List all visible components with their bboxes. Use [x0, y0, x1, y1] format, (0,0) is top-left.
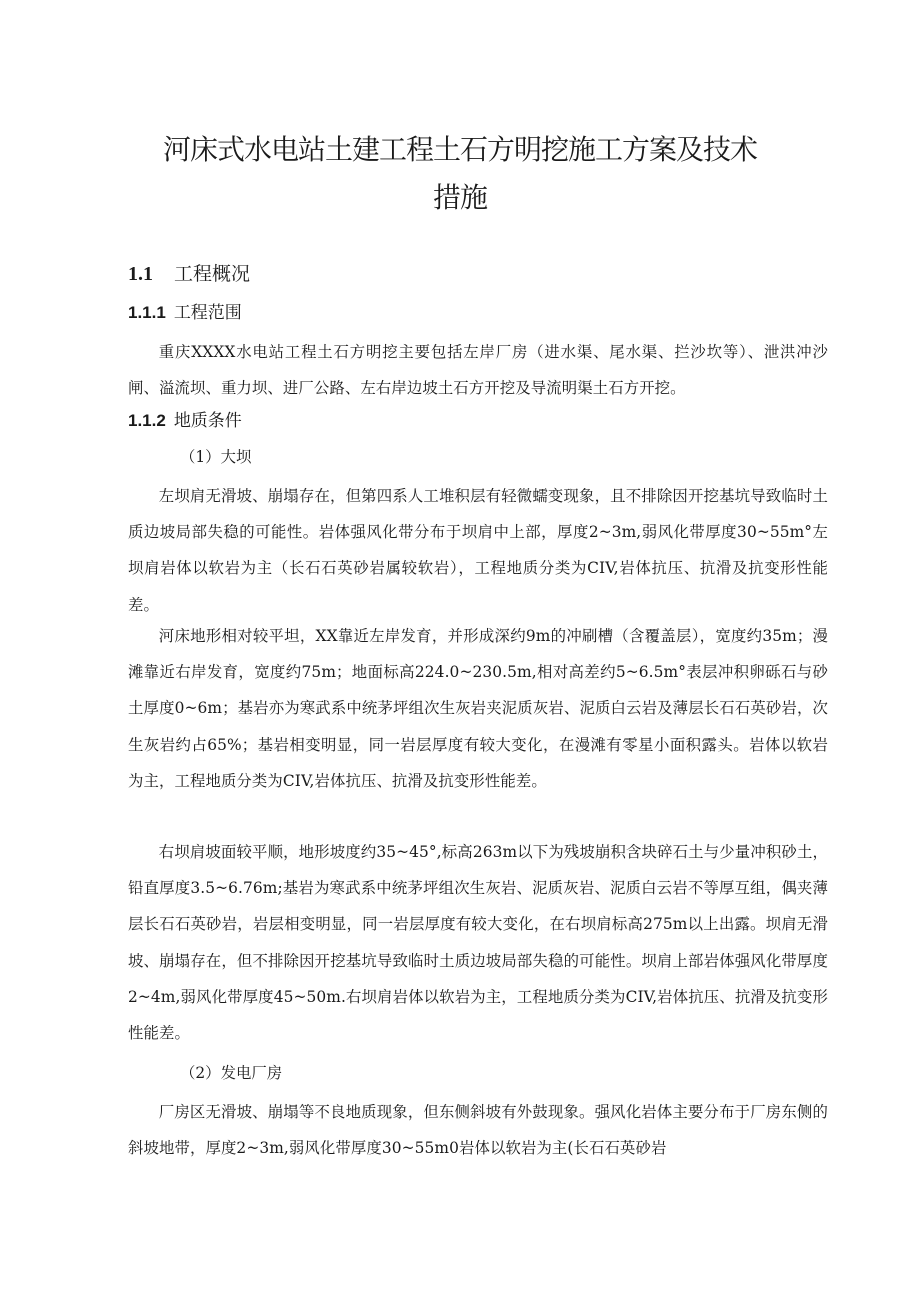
subsection-number: 1.1.1	[128, 303, 166, 322]
dam-paragraph-left-abutment: 左坝肩无滑坡、崩塌存在，但第四系人工堆积层有轻微蠕变现象，且不排除因开挖基坑导致临时土质边坡局部失稳的可能性。岩体强风化带分布于坝肩中上部，厚度2~3m,弱风化带厚度30~55m°左坝肩岩体以软岩为主（长石石英砂岩属较软岩），工程地质分类为CIV,岩体抗压、抗滑及抗变形性能差。	[128, 487, 828, 614]
item-heading-powerhouse: （2）发电厂房	[180, 1064, 283, 1082]
subsection-heading-scope	[128, 300, 242, 326]
section-label: 工程概况	[174, 263, 251, 285]
subsection-heading-geology	[128, 408, 242, 434]
powerhouse-paragraph: 厂房区无滑坡、崩塌等不良地质现象，但东侧斜坡有外鼓现象。强风化岩体主要分布于厂房东侧的斜坡地带，厚度2~3m,弱风化带厚度30~55m0岩体以软岩为主(长石石英砂岩	[128, 1103, 828, 1158]
dam-paragraph-right-abutment: 右坝肩坡面较平顺，地形坡度约35~45°,标高263m以下为残坡崩积含块碎石土与少量冲积砂土，铅直厚度3.5~6.76m;基岩为寒武系中统茅坪组次生灰岩、泥质灰岩、泥质白云岩不等厚互组，偶夹薄层长石石英砂岩，岩层相变明显，同一岩层厚度有较大变化，在右坝肩标高275m以上出露。坝肩无滑坡、崩塌存在，但不排除因开挖基坑导致临时土质边坡局部失稳的可能性。坝肩上部岩体强风化带厚度2~4m,弱风化带厚度45~50m.右坝肩岩体以软岩为主，工程地质分类为CIV,岩体抗压、抗滑及抗变形性能差。	[128, 843, 828, 1043]
document-title-line-1: 河床式水电站土建工程土石方明挖施工方案及技术	[162, 133, 757, 166]
document-title-line-2: 措施	[432, 181, 487, 214]
dam-paragraph-riverbed: 河床地形相对较平坦，XX靠近左岸发育，并形成深约9m的冲刷槽（含覆盖层），宽度约35m；漫滩靠近右岸发育，宽度约75m；地面标高224.0~230.5m,相对高差约5~6.5m°表层冲积卵砾石与砂土厚度0~6m；基岩亦为寒武系中统茅坪组次生灰岩夹泥质灰岩、泥质白云岩及薄层长石石英砂岩，次生灰岩约占65%；基岩相变明显，同一岩层厚度有较大变化，在漫滩有零星小面积露头。岩体以软岩为主，工程地质分类为CIV,岩体抗压、抗滑及抗变形性能差。	[128, 627, 828, 790]
scope-paragraph: 重庆XXXX水电站工程土石方明挖主要包括左岸厂房（进水渠、尾水渠、拦沙坎等）、泄洪冲沙闸、溢流坝、重力坝、进厂公路、左右岸边坡土石方开挖及导流明渠土石方开挖。	[128, 343, 828, 398]
section-number: 1.1	[128, 263, 153, 285]
item-heading-dam: （1）大坝	[180, 448, 252, 466]
subsection-label: 地质条件	[173, 411, 242, 431]
section-heading	[128, 260, 250, 288]
subsection-number: 1.1.2	[128, 411, 166, 430]
subsection-label: 工程范围	[173, 303, 242, 323]
